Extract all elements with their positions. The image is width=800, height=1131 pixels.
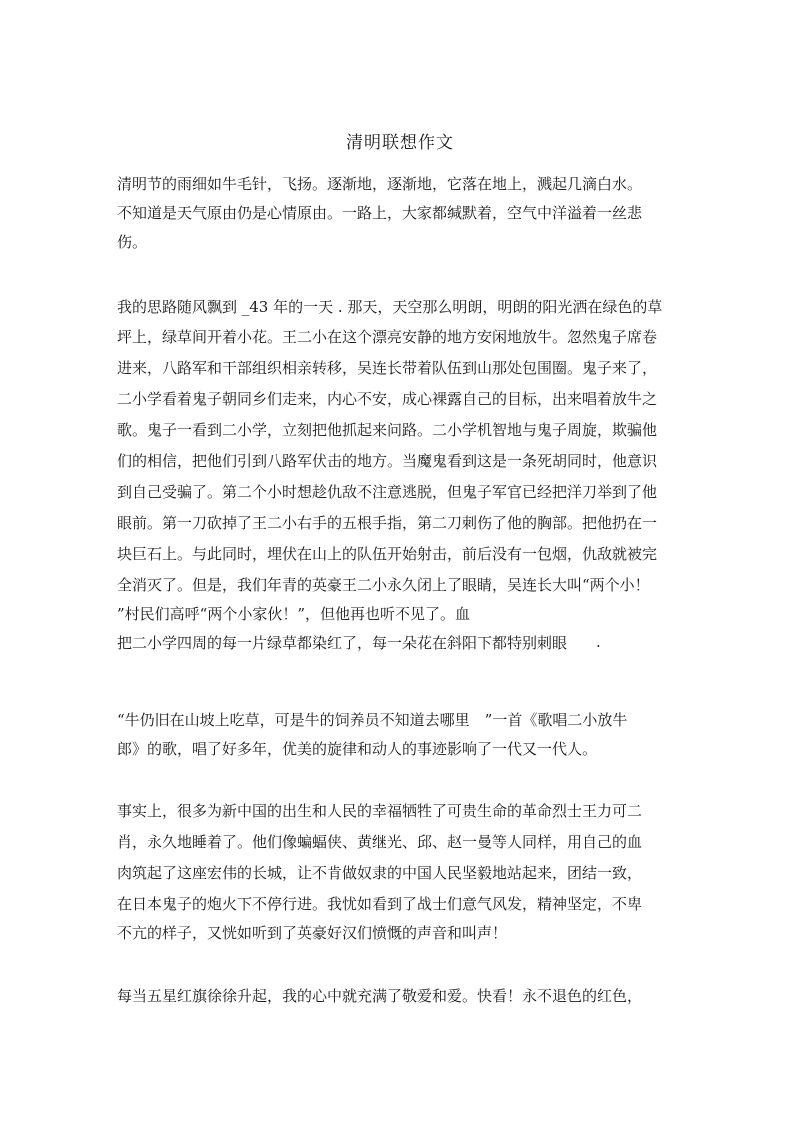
paragraph-2-line-4: 二小学看着鬼子朝同乡们走来，内心不安，成心裸露自己的目标，出来唱着放牛之 bbox=[117, 390, 658, 408]
paragraph-2-line-11: ”村民们高呼“两个小家伙！”，但他再也听不见了。血 bbox=[117, 605, 471, 623]
paragraph-1-line-2: 不知道是天气原由仍是心情原由。一路上，大家都缄默着，空气中洋溢着一丝悲 bbox=[117, 204, 643, 222]
paragraph-1-line-1: 清明节的雨细如牛毛针，飞扬。逐渐地，逐渐地，它落在地上，溅起几滴白水。 bbox=[117, 175, 643, 193]
paragraph-2-line-9: 块巨石上。与此同时，埋伏在山上的队伍开始射击，前后没有一包烟，仇敌就被完 bbox=[117, 545, 658, 563]
paragraph-4-line-1: 事实上，很多为新中国的出生和人民的幸福牺牲了可贵生命的革命烈士王力可二 bbox=[117, 802, 643, 820]
paragraph-5-line-1: 每当五星红旗徐徐升起，我的心中就充满了敬爱和爱。快看！永不退色的红色， bbox=[117, 987, 643, 1005]
paragraph-3-line-1: “牛仍旧在山坡上吃草，可是牛的饲养员不知道去哪里 ”一首《歌唱二小放牛 bbox=[117, 711, 628, 729]
paragraph-2-line-2: 坪上，绿草间开着小花。王二小在这个漂亮安静的地方安闲地放牛。忽然鬼子席卷 bbox=[117, 328, 658, 346]
trailing-period-mark: . bbox=[596, 633, 601, 651]
paragraph-2-line-5: 歌。鬼子一看到二小学，立刻把他抓起来问路。二小学机智地与鬼子周旋，欺骗他 bbox=[117, 421, 658, 439]
document-title: 清明联想作文 bbox=[346, 133, 454, 153]
paragraph-4-line-2: 肖，永久地睡着了。他们像蝙蝠侠、黄继光、邱、赵一曼等人同样，用自己的血 bbox=[117, 833, 643, 851]
paragraph-2-line-12: 把二小学四周的每一片绿草都染红了，每一朵花在斜阳下都特别刺眼 bbox=[117, 634, 568, 652]
paragraph-2-line-1: 我的思路随风飘到 _43 年的一天 . 那天，天空那么明朗，明朗的阳光洒在绿色的草 bbox=[117, 298, 663, 316]
paragraph-2-line-10: 全消灭了。但是，我们年青的英豪王二小永久闭上了眼睛，吴连长大叫“两个小！ bbox=[117, 576, 650, 594]
paragraph-4-line-3: 肉筑起了这座宏伟的长城，让不肯做奴隶的中国人民坚毅地站起来，团结一致， bbox=[117, 864, 643, 882]
paragraph-2-line-6: 们的相信，把他们引到八路军伏击的地方。当魔鬼看到这是一条死胡同时，他意识 bbox=[117, 452, 658, 470]
paragraph-2-line-7: 到自己受骗了。第二个小时想趁仇敌不注意逃脱，但鬼子军官已经把洋刀举到了他 bbox=[117, 483, 658, 501]
paragraph-4-line-5: 不亢的样子，又恍如听到了英豪好汉们愤慨的声音和叫声！ bbox=[117, 924, 508, 942]
paragraph-3-line-2: 郎》的歌，唱了好多年，优美的旋律和动人的事迹影响了一代又一代人。 bbox=[117, 740, 598, 758]
paragraph-2-line-3: 进来，八路军和干部组织相亲转移，吴连长带着队伍到山那处包围圈。鬼子来了， bbox=[117, 359, 658, 377]
paragraph-4-line-4: 在日本鬼子的炮火下不停行进。我忧如看到了战士们意气风发，精神坚定，不卑 bbox=[117, 895, 643, 913]
paragraph-2-line-8: 眼前。第一刀砍掉了王二小右手的五根手指，第二刀刺伤了他的胸部。把他扔在一 bbox=[117, 514, 658, 532]
paragraph-1-line-3: 伤。 bbox=[117, 233, 148, 251]
